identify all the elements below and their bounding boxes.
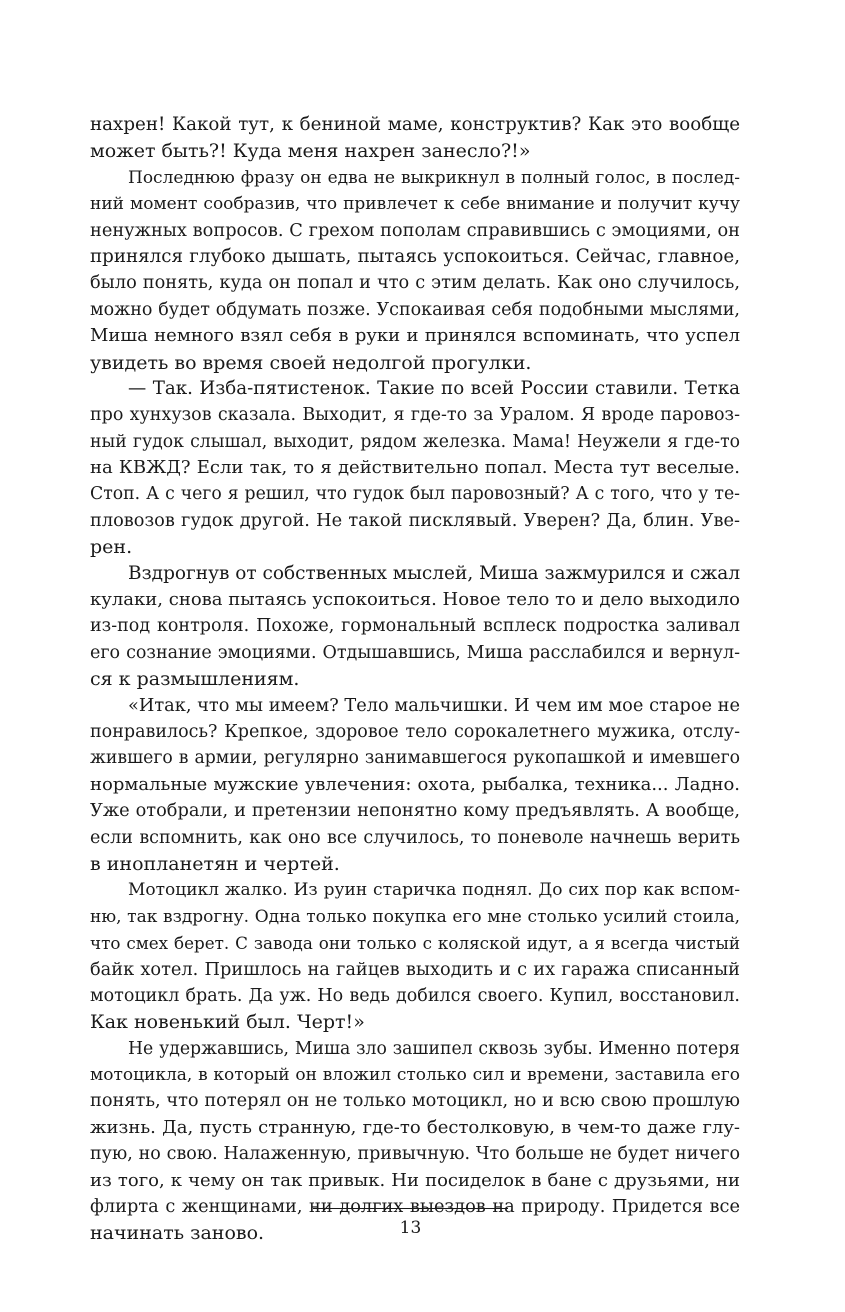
text-line: нахрен! Какой тут, к бениной маме, конструктив? Как это вообще [90,114,740,135]
text-line: Миша немного взял себя в руки и принялся вспоминать, что успел [90,325,740,347]
text-line: из того, к чему он так привык. Ни посиделок в бане с друзьями, ни [90,1169,740,1191]
text-line: байк хотел. Пришлось на гайцев выходить и с их гаража списанный [90,959,740,980]
text-line: пловозов гудок другой. Не такой писклявый. Уверен? Да, блин. Уве- [90,510,740,531]
text-line: мотоцикла, в который он вложил столько сил и времени, заставила его [90,1065,740,1086]
text-line: в инопланетян и чертей. [90,852,340,875]
text-line: жизнь. Да, пусть странную, где-то бестолковую, в чем-то даже глу- [90,1116,740,1138]
text-line: Не удержавшись, Миша зло зашипел сквозь зубы. Именно потеря [128,1038,740,1059]
text-line: рен. [90,536,133,559]
text-line: ний момент сообразив, что привлечет к себе внимание и получит кучу [90,194,740,215]
text-line: Последнюю фразу он едва не выкрикнул в полный голос, в послед- [128,167,740,188]
text-line: увидеть во время своей недолгой прогулки. [90,351,532,374]
footer-rule [313,1208,508,1209]
text-line: Мотоцикл жалко. Из руин старичка поднял. До сих пор как вспом- [128,880,740,901]
page-number: 13 [399,1218,422,1238]
text-line: понять, что потерял он не только мотоцикл, но и всю свою прошлую [90,1091,740,1112]
text-line: флирта с женщинами, ни долгих выездов на природу. Придется все [90,1197,740,1218]
text-line: что смех берет. С завода они только с коляской идут, а я всегда чистый [90,933,740,954]
text-line: — Так. Изба-пятистенок. Такие по всей России ставили. Тетка [128,377,740,399]
text-line: Уже отобрали, и претензии непонятно кому предъявлять. А вообще, [90,801,740,822]
text-line: Вздрогнув от собственных мыслей, Миша зажмурился и сжал [128,562,740,584]
text-line: было понять, куда он попал и что с этим делать. Как оно случилось, [90,273,740,294]
text-line: про хунхузов сказала. Выходит, я где-то за Уралом. Я вроде паровоз- [90,405,740,426]
text-line: пую, но свою. Налаженную, привычную. Что больше не будет ничего [90,1144,740,1165]
text-line: мотоцикл брать. Да уж. Но ведь добился своего. Купил, восстановил. [90,985,740,1006]
text-line: ный гудок слышал, выходит, рядом железка. Мама! Неужели я где-то [90,431,740,452]
text-line: может быть?! Куда меня нахрен занесло?!» [90,140,531,163]
text-line: принялся глубоко дышать, пытаясь успокоиться. Сейчас, главное, [90,245,740,267]
text-line: из-под контроля. Похоже, гормональный всплеск подростка заливал [90,616,740,637]
text-line: ню, так вздрогну. Одна только покупка его мне столько усилий стоила, [90,906,740,927]
text-line: жившего в армии, регулярно занимавшегося рукопашкой и имевшего [90,748,740,769]
text-line: его сознание эмоциями. Отдышавшись, Миша расслабился и вернул- [90,642,740,663]
text-line: Как новенький был. Черт!» [90,1011,365,1034]
text-line: ненужных вопросов. С грехом пополам справившись с эмоциями, он [90,220,740,241]
body-text [90,112,740,1247]
text-line: начинать заново. [90,1222,265,1245]
text-line: можно будет обдумать позже. Успокаивая себя подобными мыслями, [90,299,740,320]
text-line: на КВЖД? Если так, то я действительно попал. Места тут веселые. [90,457,740,479]
text-line: Стоп. А с чего я решил, что гудок был паровозный? А с того, что у те- [90,484,740,505]
text-line: если вспомнить, как оно все случилось, то поневоле начнешь верить [90,827,740,848]
text-line: «Итак, что мы имеем? Тело мальчишки. И чем им мое старое не [128,695,740,716]
text-line: ся к размышлениям. [90,668,300,691]
text-line: нормальные мужские увлечения: охота, рыбалка, техника... Ладно. [90,773,740,795]
text-line: кулаки, снова пытаясь успокоиться. Новое тело то и дело выходило [90,589,740,611]
text-line: понравилось? Крепкое, здоровое тело сорокалетнего мужика, отслу- [90,721,740,742]
